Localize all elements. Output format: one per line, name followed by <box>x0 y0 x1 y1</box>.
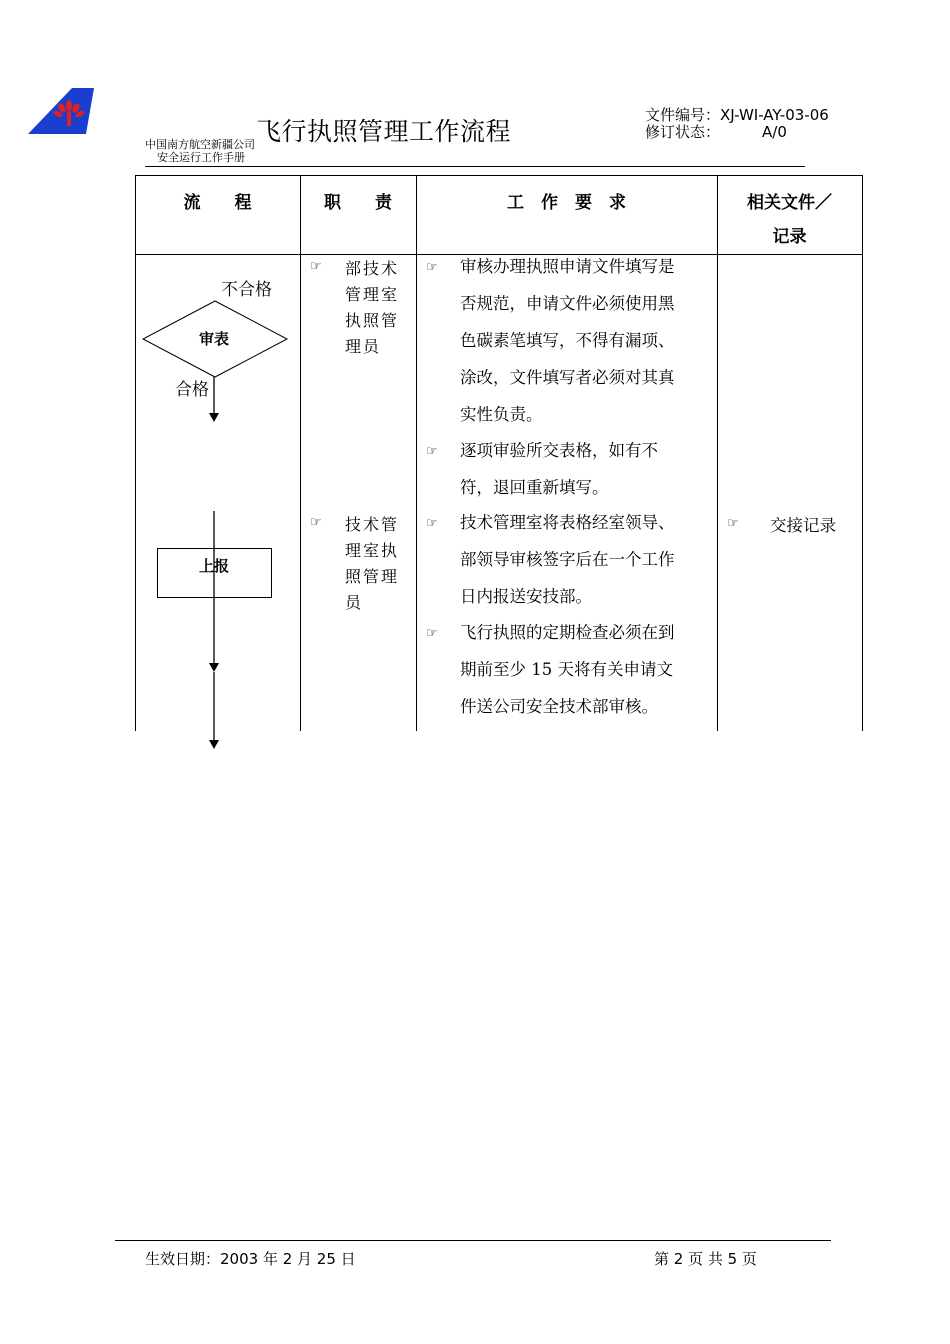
pointing-hand-icon: ☞ <box>310 515 322 530</box>
requirement-line: 实性负责。 <box>460 405 543 424</box>
responsibility-2 <box>345 512 399 616</box>
requirement-2 <box>460 432 658 506</box>
pointing-hand-icon: ☞ <box>310 259 322 274</box>
flow-arrows <box>0 0 300 760</box>
requirement-line: 否规范，申请文件必须使用黑 <box>460 294 675 313</box>
requirement-line: 件送公司安全技术部审核。 <box>460 697 658 716</box>
responsibility-2-line: 理室执 <box>345 541 400 560</box>
reject-label: 不合格 <box>221 280 272 300</box>
header-flow: 流 程 <box>183 193 252 213</box>
requirement-line: 技术管理室将表格经室领导、 <box>460 513 675 532</box>
report-box-label: 上报 <box>199 557 230 575</box>
pass-label: 合格 <box>175 380 209 400</box>
responsibility-2-line: 照管理 <box>345 567 400 586</box>
responsibility-1-line: 部技术 <box>345 259 400 278</box>
header-records-line1: 相关文件／ <box>747 193 832 213</box>
diamond-label: 审表 <box>199 330 230 348</box>
table-divider-3 <box>717 175 718 731</box>
company-name: 中国南方航空新疆公司 <box>145 138 255 151</box>
pointing-hand-icon: ☞ <box>426 626 438 641</box>
requirement-1 <box>460 248 675 433</box>
header-responsibility: 职 责 <box>324 193 392 213</box>
table-divider-1 <box>300 175 301 731</box>
requirement-line: 部领导审核签字后在一个工作 <box>460 550 675 569</box>
record-handover: 交接记录 <box>770 516 836 535</box>
table-divider-2 <box>416 175 417 731</box>
page-title: 飞行执照管理工作流程 <box>256 117 512 146</box>
requirement-line: 飞行执照的定期检查必须在到 <box>460 623 675 642</box>
responsibility-1-line: 执照管 <box>345 311 400 330</box>
requirement-3 <box>460 504 675 615</box>
responsibility-1-line: 管理室 <box>345 285 400 304</box>
requirement-line: 期前至少 15 天将有关申请文 <box>460 660 673 679</box>
requirement-line: 色碳素笔填写，不得有漏项、 <box>460 331 675 350</box>
pointing-hand-icon: ☞ <box>426 260 438 275</box>
manual-name: 安全运行工作手册 <box>157 151 245 164</box>
revision-status <box>645 123 787 141</box>
table-border-right <box>862 175 863 731</box>
responsibility-1 <box>345 256 399 360</box>
effective-date: 生效日期：2003 年 2 月 25 日 <box>145 1250 356 1268</box>
requirement-line: 逐项审验所交表格，如有不 <box>460 441 658 460</box>
requirement-line: 符，退回重新填写。 <box>460 478 609 497</box>
header-records-line2: 记录 <box>772 227 807 247</box>
requirement-4 <box>460 614 675 725</box>
document-number: 文件编号：XJ-WI-AY-03-06 <box>645 106 829 124</box>
revision-value: A/0 <box>762 123 787 141</box>
requirement-line: 日内报送安技部。 <box>460 587 592 606</box>
pointing-hand-icon: ☞ <box>727 516 739 531</box>
pointing-hand-icon: ☞ <box>426 444 438 459</box>
requirement-line: 审核办理执照申请文件填写是 <box>460 257 675 276</box>
header-requirements: 工 作 要 求 <box>507 193 626 213</box>
responsibility-1-line: 理员 <box>345 337 382 356</box>
requirement-line: 涂改，文件填写者必须对其真 <box>460 368 675 387</box>
page-number: 第 2 页 共 5 页 <box>654 1250 757 1268</box>
responsibility-2-line: 技术管 <box>345 515 400 534</box>
footer-rule <box>115 1240 831 1241</box>
pointing-hand-icon: ☞ <box>426 516 438 531</box>
responsibility-2-line: 员 <box>345 593 364 612</box>
revision-label: 修订状态： <box>645 123 721 141</box>
